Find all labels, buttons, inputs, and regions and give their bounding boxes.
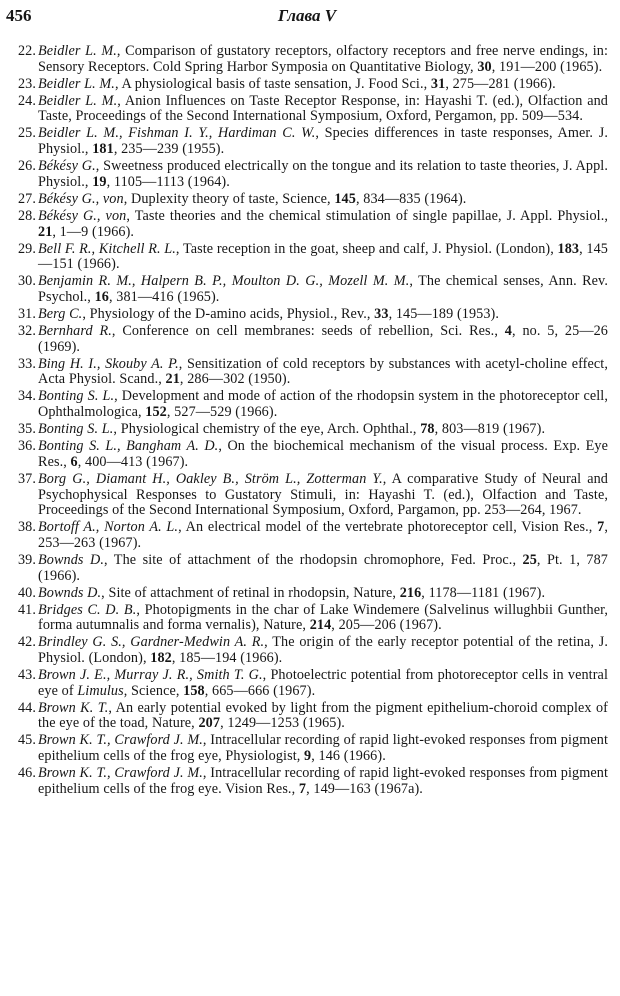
page-number: 456: [6, 6, 32, 25]
reference-volume: 21: [38, 223, 53, 240]
reference-text: , Pt. 1, 787 (1966).: [38, 551, 608, 584]
reference-text: , Anion Influences on Taste Receptor Response, in: Hayashi T. (ed.), Olfaction and Taste, Proceedings of the Second International Symposium, Oxford, Pergamon, pp. 509—534.: [38, 92, 608, 125]
reference-authors: Békésy G., von: [38, 190, 124, 207]
reference-volume: 207: [198, 715, 221, 732]
reference-volume: 152: [145, 404, 167, 421]
reference-text: , Development and mode of action of the rhodopsin system in the photoreceptor cell, Ophthalmologica,: [38, 388, 608, 421]
reference-text: , The site of attachment of the rhodopsin chromophore, Fed. Proc.,: [103, 551, 523, 568]
reference-number: 36.: [17, 438, 36, 455]
reference-item: [6, 422, 608, 438]
reference-authors: Benjamin R. M., Halpern B. P., Moulton D. G., Mozell M. M.: [38, 273, 410, 290]
reference-number: 35.: [17, 421, 36, 438]
reference-authors: Bownds D.: [38, 551, 104, 568]
reference-volume: 4: [504, 323, 512, 340]
reference-number: 39.: [17, 551, 36, 568]
reference-item: [6, 553, 608, 584]
reference-text: , 1249—1253 (1965).: [220, 715, 345, 732]
reference-text: , On the biochemical mechanism of the visual process. Exp. Eye Res.,: [38, 438, 608, 470]
reference-number: 23.: [17, 75, 36, 92]
reference-authors: Brown K. T., Crawford J. M.: [38, 765, 203, 782]
reference-authors: Bonting S. L.: [38, 421, 114, 438]
reference-volume: 31: [430, 75, 446, 92]
reference-item: [6, 357, 608, 388]
reference-item: [6, 94, 608, 125]
reference-volume: 6: [70, 453, 78, 470]
reference-number: 40.: [17, 584, 36, 601]
reference-text: , Science,: [123, 682, 184, 699]
reference-number: 30.: [17, 273, 36, 290]
reference-authors: Brindley G. S., Gardner-Medwin A. R.: [38, 634, 265, 651]
reference-text: , The chemical senses, Ann. Rev. Psychol.,: [38, 273, 608, 305]
reference-authors: Beidler L. M.: [38, 43, 117, 59]
reference-item: [6, 701, 608, 732]
reference-text: , Taste reception in the goat, sheep and calf, J. Physiol. (London),: [175, 240, 558, 257]
page-header: [6, 4, 608, 34]
chapter-title: Глава V: [277, 6, 337, 25]
reference-text: , 665—666 (1967).: [204, 682, 316, 699]
reference-list: [6, 44, 608, 797]
reference-volume: 78: [420, 421, 435, 438]
reference-number: 38.: [17, 519, 36, 536]
reference-item: [6, 324, 608, 355]
reference-text: , 1—9 (1966).: [52, 223, 135, 240]
reference-text: , 1178—1181 (1967).: [421, 584, 546, 601]
reference-authors: Beidler L. M., Fishman I. Y., Hardiman C. W.: [38, 125, 316, 142]
reference-text: , Sensitization of cold receptors by substances with acetyl-choline effect, Acta Physiol. Scand.,: [38, 355, 608, 388]
reference-text: , 275—281 (1966).: [445, 75, 556, 92]
reference-text: , 205—206 (1967).: [331, 617, 442, 634]
reference-text: , 381—416 (1965).: [108, 288, 220, 305]
reference-item: [6, 439, 608, 470]
reference-text: , A comparative Study of Neural and Psychophysical Responses to Gustatory Stimuli, in: Hayashi T. (ed.), Olfaction and Taste, Proceedings of the Second International Symposium, Oxford, Pargamon, pp. 253—264, 1967.: [38, 470, 608, 519]
reference-number: 31.: [17, 306, 36, 322]
reference-volume: 214: [309, 617, 332, 634]
reference-number: 37.: [17, 470, 36, 487]
reference-item: [6, 192, 608, 208]
reference-item: [6, 307, 608, 323]
reference-volume: 158: [183, 682, 205, 699]
reference-text: , 286—302 (1950).: [179, 371, 291, 388]
reference-item: [6, 603, 608, 634]
reference-authors: Békésy G., von: [38, 207, 127, 224]
reference-volume: 25: [522, 551, 537, 568]
reference-text: , The origin of the early receptor potential of the retina, J. Physiol. (London),: [38, 634, 608, 666]
reference-number: 25.: [17, 125, 36, 142]
reference-authors: Limulus: [77, 682, 124, 699]
reference-item: [6, 44, 608, 75]
reference-text: , Photopigments in the char of Lake Windemere (Salvelinus willughbii Gunther, forma autumnalis and forma vernalis), Nature,: [38, 601, 608, 634]
reference-item: [6, 389, 608, 420]
reference-text: , Taste theories and the chemical stimulation of single papillae, J. Appl. Physiol.,: [126, 207, 608, 224]
reference-text: , 400—413 (1967).: [77, 453, 189, 470]
reference-text: , An electrical model of the vertebrate photoreceptor cell, Vision Res.,: [178, 519, 598, 536]
reference-text: , 1105—1113 (1964).: [106, 173, 230, 190]
reference-item: [6, 209, 608, 240]
reference-authors: Brown K. T.: [38, 699, 109, 716]
reference-number: 24.: [17, 92, 36, 109]
reference-authors: Brown K. T., Crawford J. M.: [38, 732, 203, 749]
reference-number: 43.: [17, 667, 36, 684]
reference-text: , A physiological basis of taste sensation, J. Food Sci.,: [114, 75, 431, 92]
reference-text: , Physiology of the D-amino acids, Physiol., Rev.,: [82, 306, 375, 322]
reference-number: 46.: [17, 765, 36, 782]
reference-text: , 834—835 (1964).: [355, 190, 467, 207]
reference-volume: 145: [334, 190, 356, 207]
reference-authors: Bell F. R., Kitchell R. L.: [38, 240, 176, 257]
reference-text: , 146 (1966).: [311, 748, 386, 765]
reference-item: [6, 635, 608, 666]
reference-number: 34.: [17, 388, 36, 405]
reference-text: , Physiological chemistry of the eye, Arch. Ophthal.,: [113, 421, 421, 438]
reference-item: [6, 668, 608, 699]
reference-number: 45.: [17, 732, 36, 749]
reference-text: , 185—194 (1966).: [171, 649, 283, 666]
reference-text: , Site of attachment of retinal in rhodopsin, Nature,: [101, 584, 400, 601]
reference-text: , no. 5, 25—26 (1969).: [38, 323, 608, 355]
reference-text: , 235—239 (1955).: [113, 141, 225, 158]
reference-text: , Species differences in taste responses, Amer. J. Physiol.,: [38, 125, 608, 158]
reference-number: 28.: [17, 207, 36, 224]
reference-number: 26.: [17, 158, 36, 175]
reference-item: [6, 586, 608, 602]
reference-volume: 182: [150, 649, 172, 666]
reference-text: , 145—151 (1966).: [38, 240, 608, 273]
reference-text: , 527—529 (1966).: [166, 404, 278, 421]
reference-item: [6, 126, 608, 157]
reference-authors: Bernhard R.: [38, 323, 112, 340]
reference-item: [6, 472, 608, 519]
reference-text: , Conference on cell membranes: seeds of rebellion, Sci. Res.,: [111, 323, 505, 340]
reference-authors: Bing H. I., Skouby A. P.: [38, 355, 179, 372]
reference-number: 44.: [17, 699, 36, 716]
reference-text: , Photoelectric potential from photoreceptor cells in ventral eye of: [38, 667, 608, 699]
reference-authors: Berg C.: [38, 306, 83, 322]
reference-text: , 191—200 (1965).: [491, 58, 603, 75]
reference-authors: Bonting S. L.: [38, 388, 115, 405]
reference-authors: Brown J. E., Murray J. R., Smith T. G.: [38, 667, 263, 684]
reference-authors: Borg G., Diamant H., Oakley B., Ström L., Zotterman Y.: [38, 470, 383, 487]
reference-volume: 30: [477, 58, 492, 75]
reference-volume: 16: [94, 288, 109, 305]
reference-text: , 803—819 (1967).: [434, 421, 546, 438]
reference-text: , Intracellular recording of rapid light-evoked responses from pigment epithelium cells of the frog eye. Vision Res.,: [38, 765, 609, 797]
reference-item: [6, 520, 608, 551]
reference-number: 32.: [17, 323, 36, 340]
reference-volume: 183: [557, 240, 580, 257]
reference-volume: 181: [92, 141, 114, 158]
reference-item: [6, 274, 608, 305]
reference-volume: 216: [399, 584, 422, 601]
reference-authors: Bonting S. L., Bangham A. D.: [38, 438, 219, 455]
reference-item: [6, 159, 608, 190]
reference-volume: 19: [92, 173, 107, 190]
reference-authors: Beidler L. M.: [38, 92, 118, 109]
reference-item: [6, 242, 608, 273]
reference-text: , Comparison of gustatory receptors, olfactory receptors and free nerve endings, in: Sensory Receptors. Cold Spring Harbor Symposia on Quantitative Biology,: [38, 43, 608, 75]
reference-number: 29.: [17, 240, 36, 257]
reference-text: , Sweetness produced electrically on the tongue and its relation to taste theories, J. Appl. Physiol.,: [38, 158, 608, 190]
reference-number: 42.: [17, 634, 36, 651]
reference-authors: Bortoff A., Norton A. L.: [38, 519, 179, 536]
reference-number: 41.: [17, 601, 36, 618]
reference-authors: Békésy G.: [38, 158, 96, 175]
reference-number: 22.: [17, 43, 36, 59]
reference-item: [6, 733, 608, 764]
reference-authors: Beidler L. M.: [38, 75, 115, 92]
reference-authors: Bridges C. D. B.: [38, 601, 137, 618]
reference-text: , An early potential evoked by light from the pigment epithelium-choroid complex of the eye of the toad, Nature,: [38, 699, 609, 732]
reference-text: , Intracellular recording of rapid light-evoked responses from pigment epithelium cells of the frog eye, Physiologist,: [38, 732, 609, 765]
reference-volume: 33: [374, 306, 389, 322]
reference-number: 27.: [17, 190, 36, 207]
reference-item: [6, 766, 608, 797]
reference-text: , Duplexity theory of taste, Science,: [123, 190, 335, 207]
reference-volume: 9: [304, 748, 312, 765]
reference-text: , 253—263 (1967).: [38, 519, 608, 551]
reference-item: [6, 77, 608, 93]
reference-volume: 7: [298, 780, 307, 797]
reference-text: , 149—163 (1967a).: [306, 780, 423, 797]
reference-text: , 145—189 (1953).: [388, 306, 500, 322]
reference-volume: 7: [597, 519, 605, 536]
reference-authors: Bownds D.: [38, 584, 102, 601]
reference-number: 33.: [17, 355, 36, 372]
reference-volume: 21: [165, 371, 180, 388]
